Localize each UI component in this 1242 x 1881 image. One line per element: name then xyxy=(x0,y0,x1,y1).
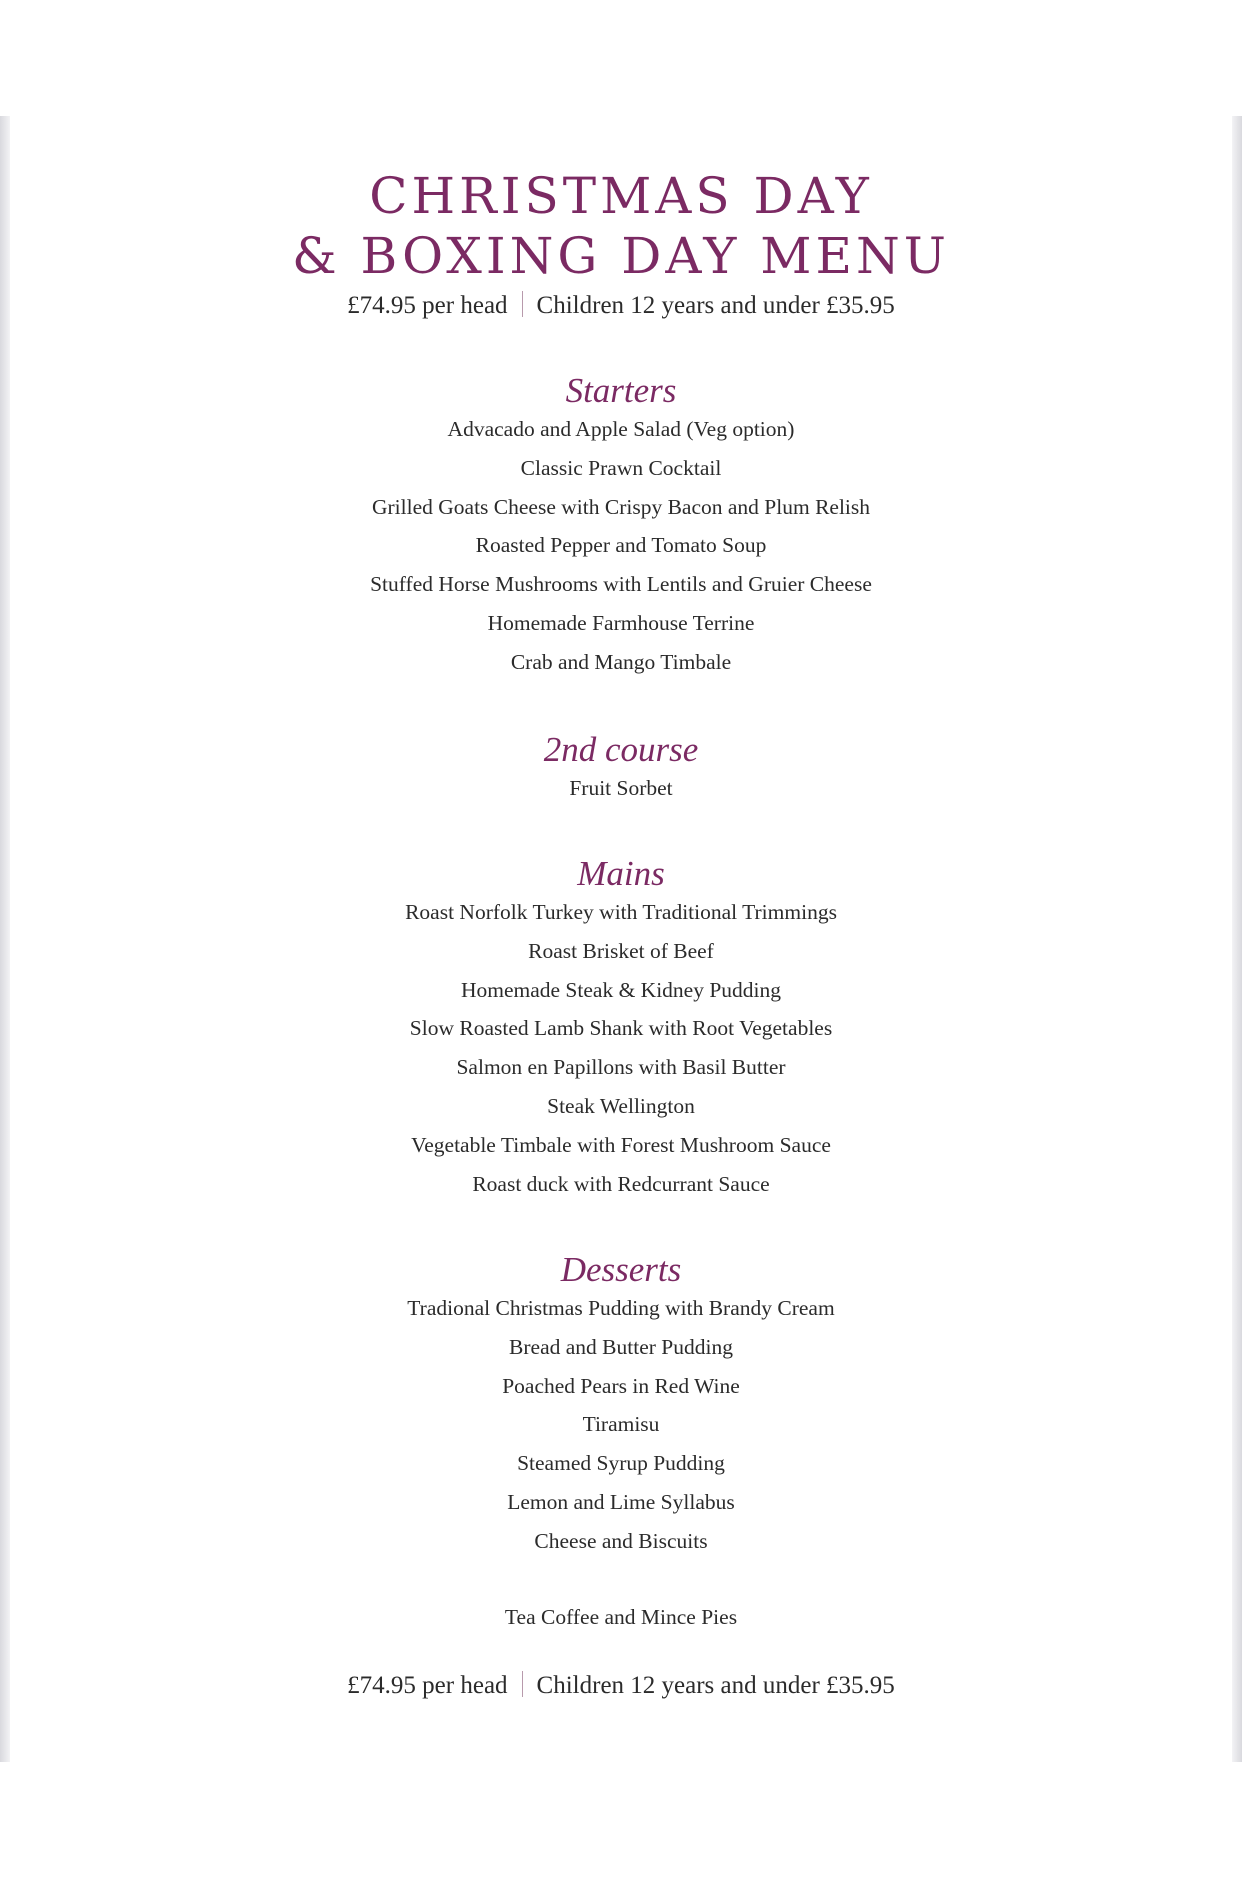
menu-item: Roast Brisket of Beef xyxy=(528,938,714,963)
menu-item: Tiramisu xyxy=(582,1412,660,1437)
menu-item: Tradional Christmas Pudding with Brandy Cream xyxy=(407,1296,835,1320)
closing-note: Tea Coffee and Mince Pies xyxy=(504,1605,738,1629)
starters-section xyxy=(0,372,1242,682)
price-line-bottom xyxy=(0,1671,1242,1700)
menu-item: Salmon en Papillons with Basil Butter xyxy=(456,1055,786,1080)
menu-item: Steamed Syrup Pudding xyxy=(517,1451,725,1476)
section-heading-second-course: 2nd course xyxy=(543,730,699,769)
second-course-list xyxy=(0,769,1242,808)
menu-title-line-1: CHRISTMAS DAY xyxy=(369,166,873,225)
menu-item: Grilled Goats Cheese with Crispy Bacon and Plum Relish xyxy=(371,494,871,519)
menu-item: Bread and Butter Pudding xyxy=(509,1334,733,1359)
children-price: Children 12 years and under £35.95 xyxy=(536,292,895,319)
menu-title-line-2: & BOXING DAY MENU xyxy=(292,226,950,285)
menu-item: Homemade Steak & Kidney Pudding xyxy=(460,977,782,1002)
menu-item: Fruit Sorbet xyxy=(569,776,673,800)
menu-item: Roast Norfolk Turkey with Traditional Trimmings xyxy=(405,900,837,924)
mains-list xyxy=(0,893,1242,1203)
menu-item: Poached Pears in Red Wine xyxy=(502,1373,740,1398)
starters-list xyxy=(0,410,1242,682)
menu-item: Crab and Mango Timbale xyxy=(510,649,732,674)
desserts-section xyxy=(0,1251,1242,1561)
menu-item: Stuffed Horse Mushrooms with Lentils and Gruier Cheese xyxy=(370,572,872,597)
menu-item: Steak Wellington xyxy=(547,1093,695,1118)
section-heading-desserts: Desserts xyxy=(560,1250,682,1289)
price-separator xyxy=(522,291,523,317)
menu-item: Homemade Farmhouse Terrine xyxy=(487,610,755,635)
menu-item: Classic Prawn Cocktail xyxy=(520,455,722,480)
menu-item: Lemon and Lime Syllabus xyxy=(507,1489,735,1514)
menu-item: Advacado and Apple Salad (Veg option) xyxy=(447,417,795,441)
menu-item: Roasted Pepper and Tomato Soup xyxy=(475,533,767,558)
second-course-section xyxy=(0,731,1242,808)
section-heading-starters: Starters xyxy=(565,371,677,410)
desserts-list xyxy=(0,1289,1242,1561)
adult-price: £74.95 per head xyxy=(347,1672,508,1699)
menu-title xyxy=(0,166,1242,286)
section-heading-mains: Mains xyxy=(577,854,665,893)
menu-item: Roast duck with Redcurrant Sauce xyxy=(472,1171,770,1196)
price-line-top xyxy=(0,291,1242,320)
price-separator xyxy=(522,1671,523,1697)
children-price: Children 12 years and under £35.95 xyxy=(536,1672,895,1699)
mains-section xyxy=(0,855,1242,1203)
menu-item: Cheese and Biscuits xyxy=(534,1528,708,1553)
menu-item: Vegetable Timbale with Forest Mushroom Sauce xyxy=(411,1132,831,1157)
adult-price: £74.95 per head xyxy=(347,292,508,319)
menu-item: Slow Roasted Lamb Shank with Root Vegetables xyxy=(409,1016,833,1041)
